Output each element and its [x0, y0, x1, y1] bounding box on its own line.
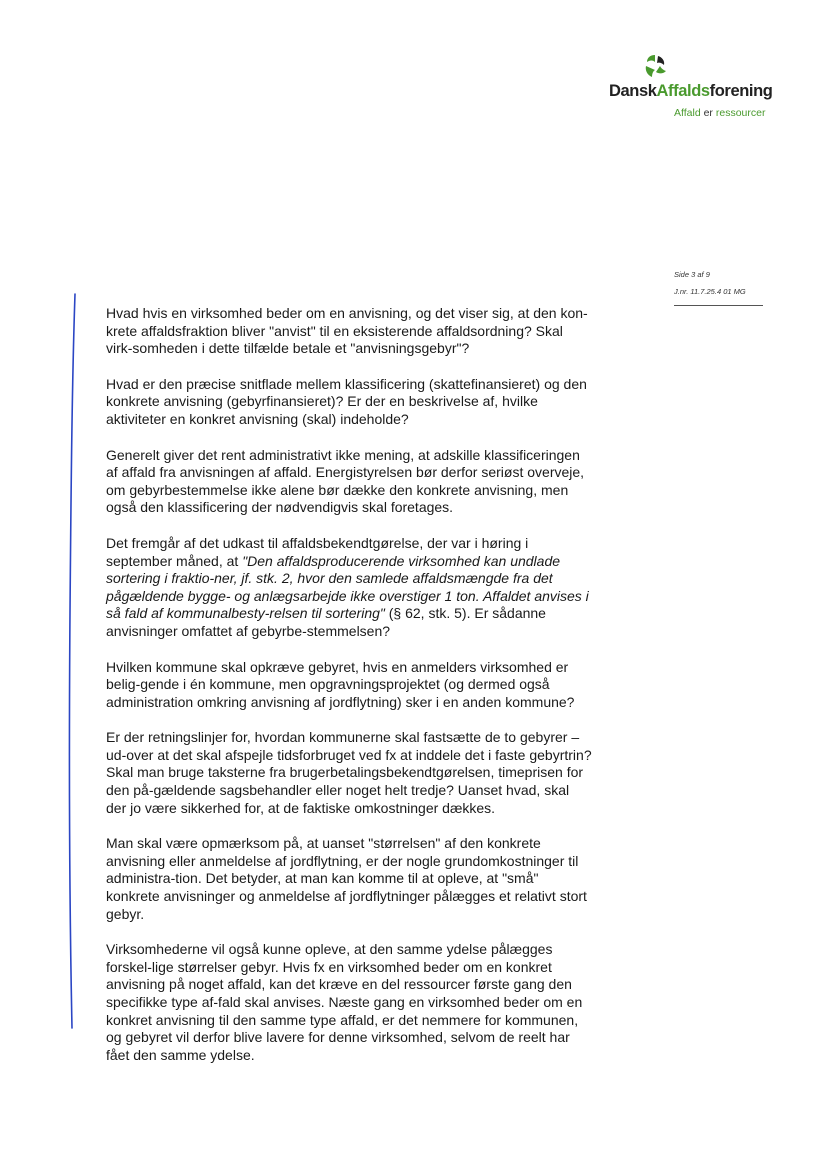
- logo-name: DanskAffaldsforening: [609, 82, 773, 100]
- paragraph: Generelt giver det rent administrativt ikke mening, at adskille klassificeringen af affald fra anvisningen af affald. Energistyrelsen bør derfor seriøst overveje, om gebyrbestemmelse ikke alene bør dække den konkrete anvisning, men også den klassificering der nødvendigvis skal foretages.: [106, 446, 585, 516]
- paragraph: Hvad hvis en virksomhed beder om en anvisning, og det viser sig, at den kon-krete affaldsfraktion bliver "anvist" til en eksisterende affaldsordning? Skal virk-somheden i dette tilfælde betale et "anvisningsgebyr"?: [106, 305, 588, 357]
- journal-number: J.nr. 11.7.25.4 01 MG: [674, 286, 746, 296]
- paragraph: Virksomhederne vil også kunne opleve, at den samme ydelse pålægges forskel-lige størrelser gebyr. Hvis fx en virksomhed beder om en konkret anvisning på noget affald, kan det kræve en del ressourcer første gang den specifikke type af-fald skal anvises. Næste gang en virksomhed beder om en konkret anvisning til den samme type affald, er det nemmere for kommunen, og gebyret vil derfor blive lavere for denne virksomhed, selvom de reelt har fået den samme ydelse.: [106, 941, 583, 1063]
- paragraph: Hvilken kommune skal opkræve gebyret, hvis en anmelders virksomhed er belig-gende i én kommune, men opgravningsprojektet (og dermed også administration omkring anvisning af jordflytning) sker i en anden kommune?: [106, 658, 575, 710]
- document-meta: [674, 267, 746, 300]
- quoted-regulation: "Den affaldsproducerende virksomhed kan undlade sortering i fraktio-ner, jf. stk. 2, hvor den samlede affaldsmængde fra det pågældende bygge- og anlægsarbejde ikke overstiger 1 ton. Affaldet anvises i så fald af kommunalbesty-relsen til sortering": [106, 552, 589, 622]
- margin-pen-mark: [60, 292, 80, 1032]
- paragraph: Hvad er den præcise snitflade mellem klassificering (skattefinansieret) og den konkrete anvisning (gebyrfinansieret)? Er der en beskrivelse af, hvilke aktiviteter en konkret anvisning (skal) indeholde?: [106, 375, 587, 427]
- page-indicator: Side 3 af 9: [674, 270, 710, 279]
- paragraph: Man skal være opmærksom på, at uanset "størrelsen" af den konkrete anvisning eller anmeldelse af jordflytning, er der nogle grundomkostninger til administra-tion. Det betyder, at man kan komme til at opleve, at "små" konkrete anvisninger og anmeldelse af jordflytninger pålægges et relativt stort gebyr.: [106, 835, 587, 922]
- paragraph: Er der retningslinjer for, hvordan kommunerne skal fastsætte de to gebyrer – ud-over at det skal afspejle tidsforbruget ved fx at inddele det i faste gebyrtrin? Skal man bruge taksterne fra brugerbetalingsbekendtgørelsen, timeprisen for den på-gældende sagsbehandler eller noget helt tredje? Uanset hvad, skal der jo være sikkerhed for, at de faktiske omkostninger dækkes.: [106, 729, 592, 816]
- recycle-leaf-icon: [640, 52, 670, 82]
- letter-body: [106, 305, 592, 1082]
- meta-divider: [674, 305, 763, 306]
- organization-logo: [600, 52, 780, 122]
- paragraph: Det fremgår af det udkast til affaldsbekendtgørelse, der var i høring i september måned, at "Den affaldsproducerende virksomhed kan undlade sortering i fraktio-ner, jf. stk. 2, hvor den samlede affaldsmængde fra det pågældende bygge- og anlægsarbejde ikke overstiger 1 ton. Affaldet anvises i så fald af kommunalbesty-relsen til sortering" (§ 62, stk. 5). Er sådanne anvisninger omfattet af gebyrbe-stemmelsen?: [106, 534, 589, 639]
- logo-tagline: Affald er ressourcer: [674, 107, 766, 119]
